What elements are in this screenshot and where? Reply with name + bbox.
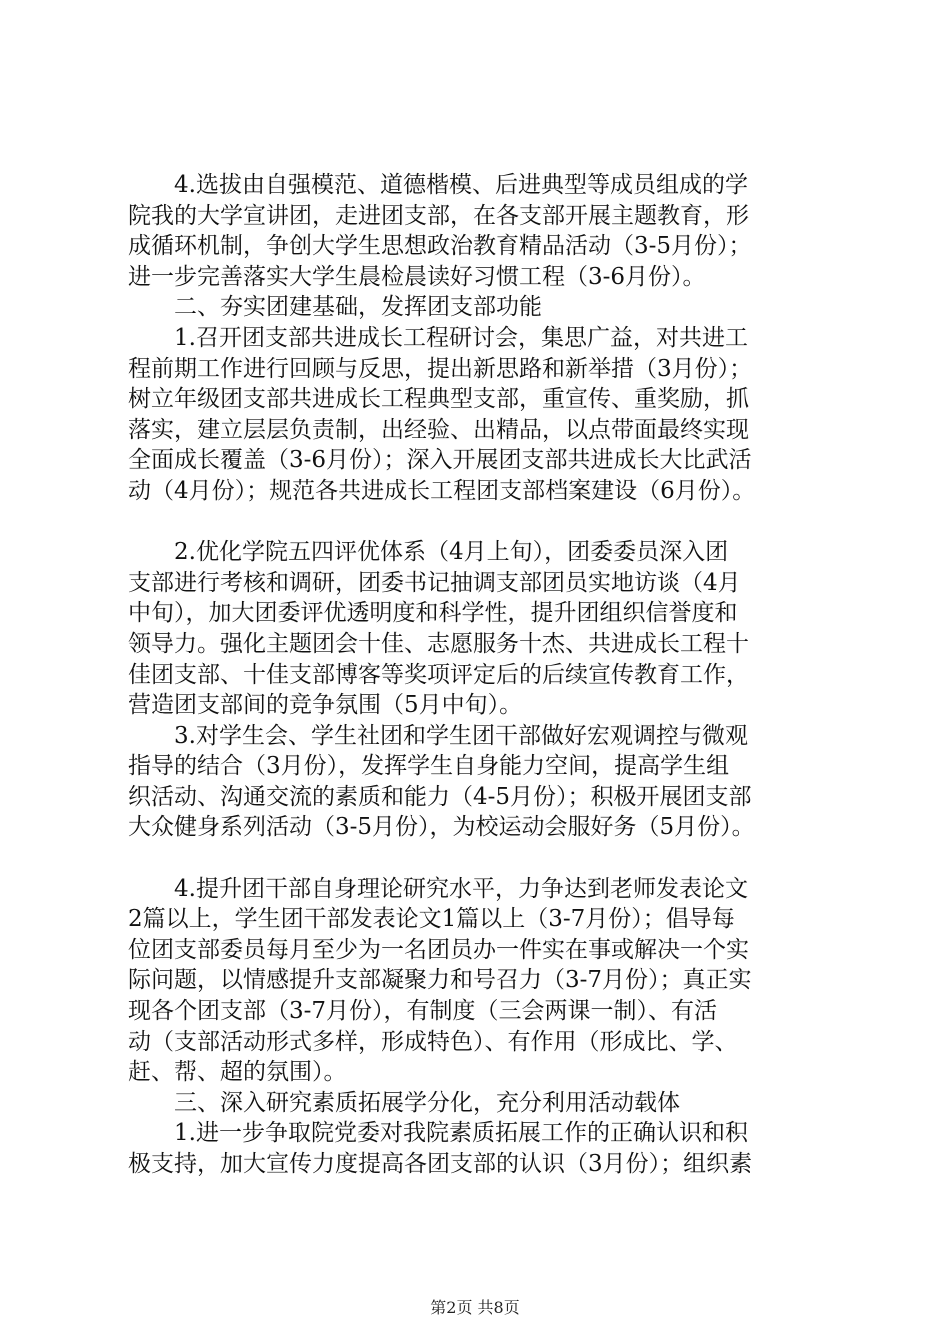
text-line: 现各个团支部（3-7月份），有制度（三会两课一制）、有活 bbox=[128, 998, 718, 1025]
text-line: 4.提升团干部自身理论研究水平，力争达到老师发表论文 bbox=[174, 875, 748, 902]
text-line: 院我的大学宣讲团，走进团支部，在各支部开展主题教育，形 bbox=[128, 202, 749, 229]
text-line: 佳团支部、十佳支部博客等奖项评定后的后续宣传教育工作， bbox=[128, 661, 749, 688]
text-line: 际问题，以情感提升支部凝聚力和号召力（3-7月份）；真正实 bbox=[128, 967, 752, 994]
text-line: 4.选拔由自强模范、道德楷模、后进典型等成员组成的学 bbox=[174, 172, 748, 198]
text-line: 动（支部活动形式多样，形成特色）、有作用（形成比、学、 bbox=[128, 1028, 738, 1055]
text-line: 进一步完善落实大学生晨检晨读好习惯工程（3-6月份）。 bbox=[128, 263, 706, 290]
text-line: 支部进行考核和调研，团委书记抽调支部团员实地访谈（4月 bbox=[128, 569, 741, 596]
text-line: 中旬），加大团委评优透明度和科学性，提升团组织信誉度和 bbox=[128, 600, 738, 627]
text-line: 领导力。强化主题团会十佳、志愿服务十杰、共进成长工程十 bbox=[128, 630, 749, 657]
text-line: 成循环机制，争创大学生思想政治教育精品活动（3-5月份）； bbox=[128, 233, 752, 260]
text-line: 指导的结合（3月份），发挥学生自身能力空间，提高学生组 bbox=[128, 753, 730, 780]
text-line: 三、深入研究素质拓展学分化，充分利用活动载体 bbox=[174, 1089, 680, 1116]
text-line: 织活动、沟通交流的素质和能力（4-5月份）；积极开展团支部 bbox=[128, 783, 752, 810]
text-line: 1.召开团支部共进成长工程研讨会，集思广益，对共进工 bbox=[174, 324, 748, 351]
text-line: 位团支部委员每月至少为一名团员办一件实在事或解决一个实 bbox=[128, 936, 749, 963]
text-line: 大众健身系列活动（3-5月份），为校运动会服好务（5月份）。 bbox=[128, 814, 755, 841]
text-line: 二、夯实团建基础，发挥团支部功能 bbox=[174, 294, 542, 321]
text-line: 1.进一步争取院党委对我院素质拓展工作的正确认识和积 bbox=[174, 1120, 748, 1147]
text-line: 营造团支部间的竞争氛围（5月中旬）。 bbox=[128, 692, 523, 719]
page-footer: 第2页 共8页 bbox=[430, 1298, 520, 1317]
text-line: 落实，建立层层负责制，出经验、出精品，以点带面最终实现 bbox=[128, 416, 749, 443]
text-line: 赶、帮、超的氛围）。 bbox=[128, 1059, 347, 1086]
text-line: 程前期工作进行回顾与反思，提出新思路和新举措（3月份）； bbox=[128, 355, 753, 382]
text-line: 动（4月份）；规范各共进成长工程团支部档案建设（6月份）。 bbox=[128, 477, 756, 504]
text-line: 全面成长覆盖（3-6月份）；深入开展团支部共进成长大比武活 bbox=[128, 447, 752, 474]
text-line: 2.优化学院五四评优体系（4月上旬），团委委员深入团 bbox=[174, 539, 729, 566]
blank-line bbox=[128, 507, 828, 538]
text-line: 2篇以上，学生团干部发表论文1篇以上（3-7月份）；倡导每 bbox=[128, 906, 735, 933]
text-line: 树立年级团支部共进成长工程典型支部，重宣传、重奖励，抓 bbox=[128, 386, 749, 413]
blank-line bbox=[128, 843, 828, 874]
document-body bbox=[128, 170, 828, 1180]
text-line: 极支持，加大宣传力度提高各团支部的认识（3月份）；组织素 bbox=[128, 1151, 753, 1177]
text-line: 3.对学生会、学生社团和学生团干部做好宏观调控与微观 bbox=[174, 722, 748, 749]
